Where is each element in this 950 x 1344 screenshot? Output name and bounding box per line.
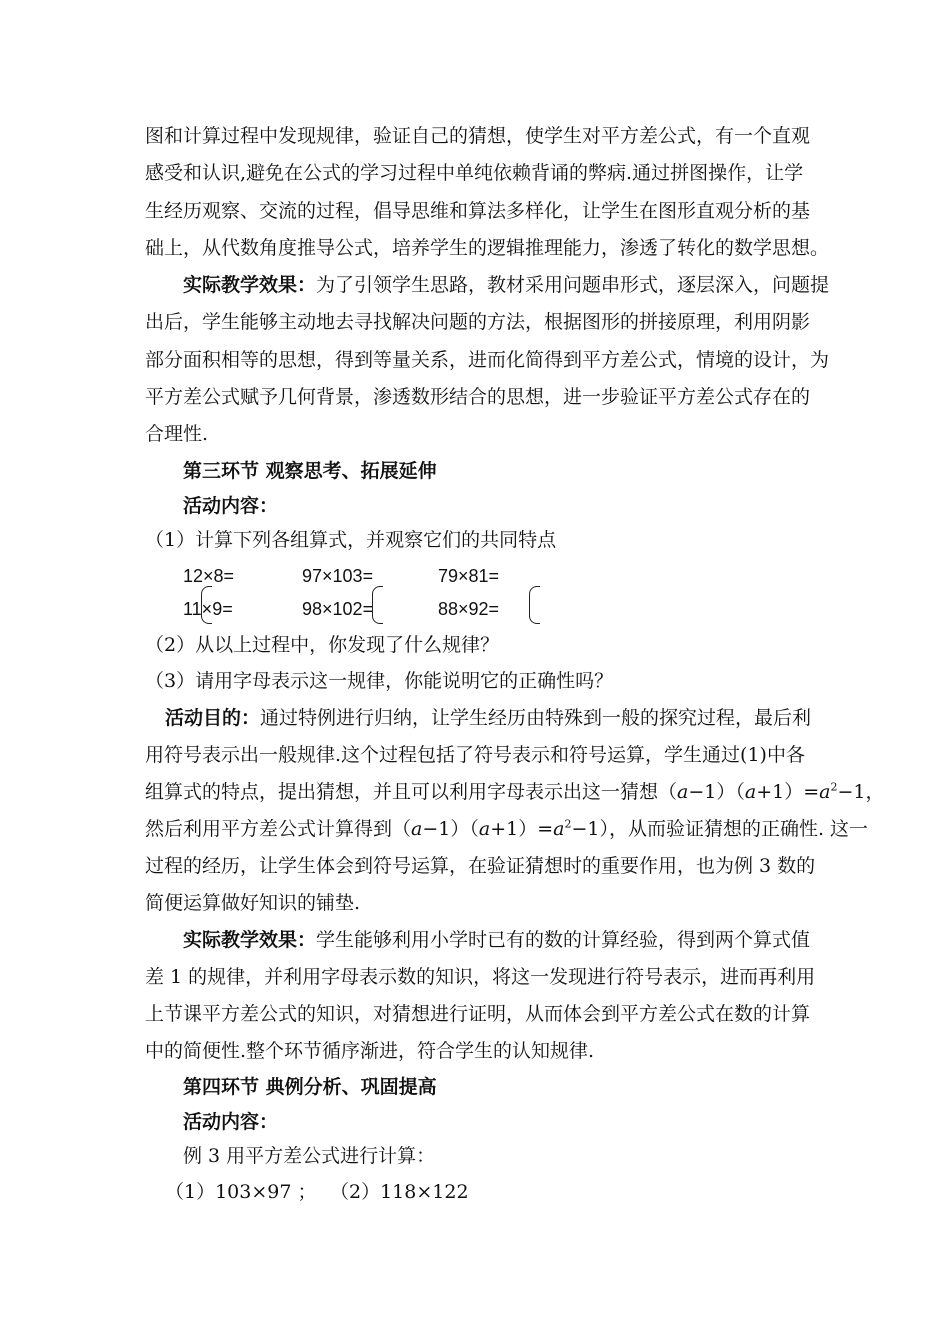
paragraph-line: 础上，从代数角度推导公式，培养学生的逻辑推理能力，渗透了转化的数学思想。 bbox=[145, 237, 830, 259]
effect-text: 为了引领学生思路，教材采用问题串形式，逐层深入，问题提 bbox=[316, 274, 830, 296]
expr-cell: 88×92= bbox=[438, 599, 500, 619]
paragraph-line: 中的简便性.整个环节循序渐进，符合学生的认知规律. bbox=[145, 1040, 595, 1062]
bracket-shape bbox=[529, 586, 540, 624]
paragraph-line: 用符号表示出一般规律.这个过程包括了符号表示和符号运算，学生通过(1)中各 bbox=[145, 744, 805, 766]
paragraph-line: 过程的经历，让学生体会到符号运算，在验证猜想时的重要作用，也为例 3 数的 bbox=[145, 855, 816, 877]
activity-label: 活动内容： bbox=[183, 1111, 279, 1133]
text-span: 然后利用平方差公式计算得到（ bbox=[145, 818, 412, 840]
purpose-label: 活动目的： bbox=[165, 707, 261, 729]
question-3: （3）请用字母表示这一规律，你能说明它的正确性吗？ bbox=[145, 670, 614, 692]
text-span: 组算式的特点，提出猜想，并且可以利用字母表示出这一猜想（ bbox=[145, 781, 678, 803]
effect-label: 实际教学效果： bbox=[183, 929, 317, 951]
paragraph-line: 合理性. bbox=[145, 423, 209, 445]
text-span: ，从而验证猜想的正确性. 这一 bbox=[608, 818, 869, 840]
paragraph-line: 生经历观察、交流的过程，倡导思维和算法多样化，让学生在图形直观分析的基 bbox=[145, 200, 811, 222]
expr-cell: 12×8= bbox=[183, 566, 235, 586]
paragraph-line: 出后，学生能够主动地去寻找解决问题的方法，根据图形的拼接原理，利用阴影 bbox=[145, 311, 811, 333]
section-title: 第四环节 典例分析、巩固提高 bbox=[183, 1076, 437, 1098]
example-title: 例 3 用平方差公式进行计算： bbox=[183, 1145, 436, 1167]
paragraph-line: 平方差公式赋予几何背景，渗透数形结合的思想，进一步验证平方差公式存在的 bbox=[145, 386, 811, 408]
paragraph-line: 组算式的特点，提出猜想，并且可以利用字母表示出这一猜想$(a-1)(a+1)=a^2-1$， bbox=[145, 780, 885, 803]
paragraph-line: 差 1 的规律，并利用字母表示数的知识，将这一发现进行符号表示，进而再利用 bbox=[145, 966, 816, 988]
bracket-shape bbox=[372, 586, 383, 624]
effect-first-line bbox=[183, 928, 810, 952]
question-1: （1）计算下列各组算式，并观察它们的共同特点 bbox=[145, 529, 557, 551]
section-title: 第三环节 观察思考、拓展延伸 bbox=[183, 460, 437, 482]
question-2: （2）从以上过程中，你发现了什么规律？ bbox=[145, 634, 500, 656]
effect-text: 学生能够利用小学时已有的数的计算经验，得到两个算式值 bbox=[316, 929, 811, 951]
effect-first-line bbox=[183, 273, 829, 297]
bracket-shape bbox=[201, 586, 212, 624]
expr-cell: 97×103= bbox=[302, 566, 374, 586]
effect-label: 实际教学效果： bbox=[183, 274, 317, 296]
purpose-text: 通过特例进行归纳，让学生经历由特殊到一般的探究过程，最后利 bbox=[260, 707, 812, 729]
paragraph-line: 部分面积相等的思想，得到等量关系，进而化简得到平方差公式，情境的设计，为 bbox=[145, 349, 830, 371]
purpose-first-line bbox=[165, 706, 811, 730]
expr-cell: 98×102= bbox=[302, 599, 374, 619]
paragraph-line: 感受和认识,避免在公式的学习过程中单纯依赖背诵的弊病.通过拼图操作，让学 bbox=[145, 162, 804, 184]
paragraph-line: 图和计算过程中发现规律，验证自己的猜想，使学生对平方差公式，有一个直观 bbox=[145, 125, 811, 147]
example-item: （2）118×122 bbox=[330, 1181, 469, 1203]
activity-label: 活动内容： bbox=[183, 495, 279, 517]
paragraph-line: 简便运算做好知识的铺垫. bbox=[145, 892, 361, 914]
expr-cell: 79×81= bbox=[438, 566, 500, 586]
paragraph-line: 然后利用平方差公式计算得到$(a-1)(a+1)=a^2-1$），从而验证猜想的正确性. 这一 bbox=[145, 817, 869, 840]
paragraph-line: 上节课平方差公式的知识，对猜想进行证明，从而体会到平方差公式在数的计算 bbox=[145, 1003, 811, 1025]
example-item: （1）103×97 ； bbox=[165, 1181, 317, 1203]
expr-cell: 11×9= bbox=[183, 599, 233, 619]
